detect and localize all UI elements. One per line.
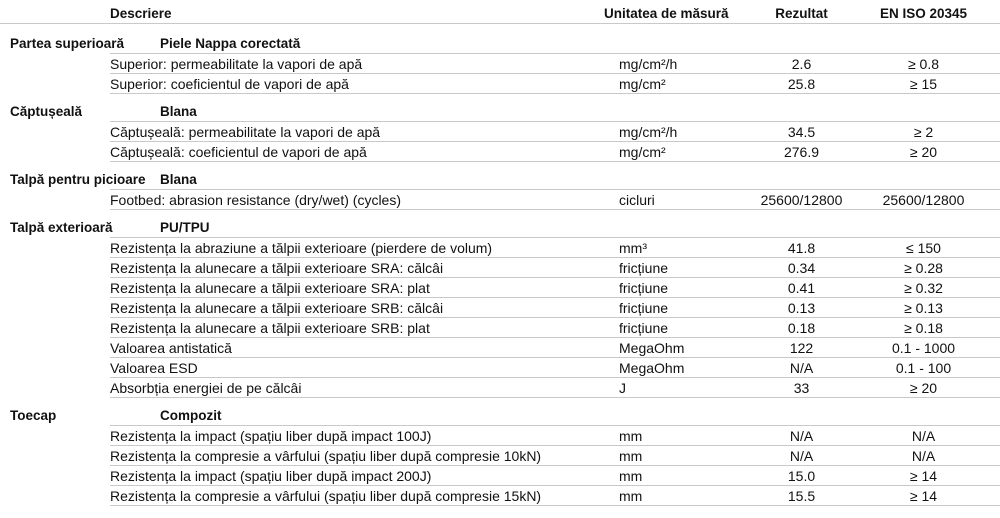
row-result: 33 [793, 380, 810, 396]
table-row [0, 298, 1000, 318]
row-unit: MegaOhm [619, 340, 685, 356]
row-description: Superior: coeficientul de vapori de apă [110, 76, 349, 92]
row-result: 122 [789, 340, 814, 356]
row-unit: MegaOhm [619, 360, 685, 376]
section-header [0, 170, 1000, 190]
section-material: Blana [160, 172, 197, 187]
row-standard: 0.1 - 100 [895, 360, 952, 376]
row-description: Footbed: abrasion resistance (dry/wet) (cycles) [110, 192, 401, 208]
row-divider [110, 505, 1000, 506]
row-description: Rezistența la alunecare a tălpii exterioare SRB: călcâi [110, 300, 444, 316]
row-standard: ≤ 150 [906, 240, 941, 256]
row-unit: mm [619, 468, 643, 484]
row-result: 0.34 [787, 260, 816, 276]
row-standard: ≥ 14 [909, 468, 938, 484]
row-standard: ≥ 0.8 [907, 56, 940, 72]
row-description: Rezistența la abraziune a tălpii exterioare (pierdere de volum) [110, 240, 493, 256]
section-material: Compozit [160, 408, 222, 423]
row-result: 276.9 [783, 144, 820, 160]
row-divider [110, 209, 1000, 210]
table-row [0, 318, 1000, 338]
row-description: Căptușeală: coeficientul de vapori de apă [110, 144, 367, 160]
table-row [0, 122, 1000, 142]
row-description: Rezistența la compresie a vârfului (spațiu liber după compresie 15kN) [110, 488, 542, 504]
section-header [0, 102, 1000, 122]
header-description: Descriere [110, 6, 172, 21]
row-standard: ≥ 15 [909, 76, 938, 92]
table-row [0, 142, 1000, 162]
section-material: PU/TPU [160, 220, 210, 235]
table-row [0, 338, 1000, 358]
section-name: Talpă pentru picioare [10, 172, 146, 187]
table-header [0, 4, 1000, 24]
row-unit: mg/cm²/h [619, 124, 678, 140]
row-divider [110, 397, 1000, 398]
row-result: 0.41 [787, 280, 816, 296]
row-description: Rezistența la impact (spațiu liber după impact 200J) [110, 468, 432, 484]
row-result: 25.8 [787, 76, 816, 92]
table-row [0, 486, 1000, 506]
section-name: Partea superioară [10, 36, 125, 51]
section-header [0, 34, 1000, 54]
row-description: Absorbția energiei de pe călcâi [110, 380, 302, 396]
row-divider [110, 161, 1000, 162]
row-description: Superior: permeabilitate la vapori de apă [110, 56, 363, 72]
row-standard: ≥ 2 [913, 124, 934, 140]
row-unit: mm³ [619, 240, 647, 256]
row-unit: fricțiune [619, 320, 669, 336]
row-result: 34.5 [787, 124, 816, 140]
row-standard: ≥ 0.28 [904, 260, 943, 276]
row-description: Rezistența la impact (spațiu liber după impact 100J) [110, 428, 432, 444]
row-unit: mm [619, 428, 643, 444]
section-header [0, 406, 1000, 426]
section-material: Piele Nappa corectată [160, 36, 301, 51]
header-result: Rezultat [775, 6, 828, 21]
table-row [0, 258, 1000, 278]
table-row [0, 54, 1000, 74]
row-unit: fricțiune [619, 280, 669, 296]
row-standard: 25600/12800 [882, 192, 965, 208]
section-material: Blana [160, 104, 197, 119]
header-standard: EN ISO 20345 [879, 6, 968, 21]
row-standard: 0.1 - 1000 [891, 340, 956, 356]
row-result: 25600/12800 [760, 192, 843, 208]
row-standard: N/A [911, 428, 936, 444]
section-name: Toecap [10, 408, 57, 423]
row-result: N/A [789, 428, 814, 444]
row-unit: J [619, 380, 626, 396]
row-unit: mg/cm² [619, 76, 666, 92]
section-header [0, 218, 1000, 238]
header-unit: Unitatea de măsură [604, 6, 729, 21]
section-name: Căptușeală [10, 104, 83, 119]
row-unit: mm [619, 488, 643, 504]
row-standard: ≥ 0.13 [904, 300, 943, 316]
table-row [0, 278, 1000, 298]
row-description: Valoarea ESD [110, 360, 198, 376]
row-standard: ≥ 20 [909, 144, 938, 160]
row-unit: cicluri [619, 192, 655, 208]
row-description: Rezistența la alunecare a tălpii exterioare SRA: călcâi [110, 260, 444, 276]
row-description: Căptușeală: permeabilitate la vapori de apă [110, 124, 381, 140]
row-result: 0.13 [787, 300, 816, 316]
row-standard: ≥ 14 [909, 488, 938, 504]
row-unit: mg/cm²/h [619, 56, 678, 72]
row-result: 41.8 [787, 240, 816, 256]
section-name: Talpă exterioară [10, 220, 113, 235]
table-row [0, 378, 1000, 398]
table-row [0, 446, 1000, 466]
table-row [0, 190, 1000, 210]
row-standard: ≥ 0.32 [904, 280, 943, 296]
row-standard: N/A [911, 448, 936, 464]
row-standard: ≥ 0.18 [904, 320, 943, 336]
row-result: N/A [789, 448, 814, 464]
table-row [0, 358, 1000, 378]
table-row [0, 466, 1000, 486]
row-unit: mm [619, 448, 643, 464]
row-unit: fricțiune [619, 300, 669, 316]
row-result: 15.5 [787, 488, 816, 504]
row-result: N/A [789, 360, 814, 376]
row-description: Rezistența la alunecare a tălpii exterioare SRB: plat [110, 320, 430, 336]
row-description: Rezistența la alunecare a tălpii exterioare SRA: plat [110, 280, 430, 296]
header-divider [0, 23, 1000, 24]
row-divider [110, 93, 1000, 94]
row-result: 0.18 [787, 320, 816, 336]
row-unit: fricțiune [619, 260, 669, 276]
row-standard: ≥ 20 [909, 380, 938, 396]
row-description: Valoarea antistatică [110, 340, 232, 356]
row-unit: mg/cm² [619, 144, 666, 160]
table-row [0, 74, 1000, 94]
row-result: 15.0 [787, 468, 816, 484]
table-row [0, 426, 1000, 446]
row-description: Rezistența la compresie a vârfului (spațiu liber după compresie 10kN) [110, 448, 542, 464]
row-result: 2.6 [791, 56, 812, 72]
table-row [0, 238, 1000, 258]
